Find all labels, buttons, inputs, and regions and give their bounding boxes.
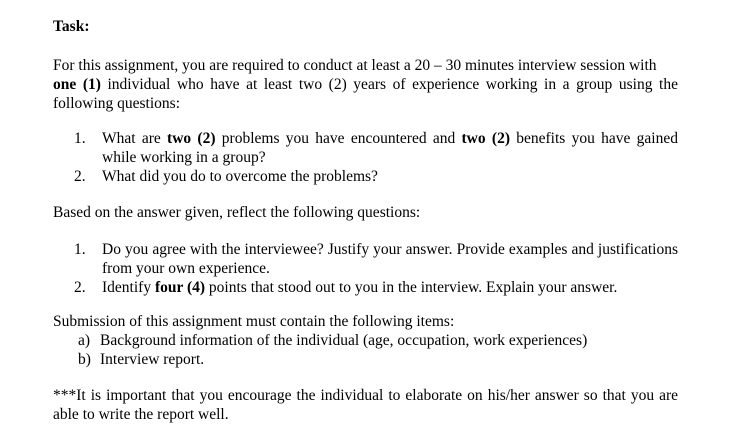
intro-paragraph [53, 56, 678, 113]
list-item: 2. What did you do to overcome the problems? [74, 168, 378, 185]
list-number: 1. [74, 130, 86, 147]
interview-questions-list [74, 129, 678, 186]
reflection-questions-list [74, 240, 678, 297]
intro-text-1: For this assignment, you are required to conduct at least a 20 – 30 minutes interview session with [53, 57, 657, 74]
task-heading: Task: [53, 18, 90, 35]
list-number: 1. [74, 241, 86, 258]
list-number: 2. [74, 279, 86, 296]
list-item: 1. What are two (2) problems you have encountered and two (2) benefits you have gained while working in a group? [74, 130, 678, 166]
list-item: 1. Do you agree with the interviewee? Justify your answer. Provide examples and justifications from your own experience. [74, 241, 678, 277]
important-note: ***It is important that you encourage the individual to elaborate on his/her answer so that you are able to write the report well. [53, 387, 678, 423]
list-item: 2. Identify four (4) points that stood out to you in the interview. Explain your answer. [74, 279, 618, 296]
intro-bold-one: one (1) [53, 76, 101, 93]
list-item: b) Interview report. [78, 351, 205, 368]
list-item: a) Background information of the individual (age, occupation, work experiences) [78, 332, 588, 349]
list-marker: a) [78, 332, 91, 349]
list-number: 2. [74, 168, 86, 185]
intro-text-2: individual who have at least two (2) years of experience working in a group using the following questions: [53, 76, 678, 112]
submission-items-list [78, 331, 678, 369]
reflect-lead: Based on the answer given, reflect the following questions: [53, 204, 421, 221]
submission-lead: Submission of this assignment must contain the following items: [53, 313, 455, 330]
list-marker: b) [78, 351, 91, 368]
